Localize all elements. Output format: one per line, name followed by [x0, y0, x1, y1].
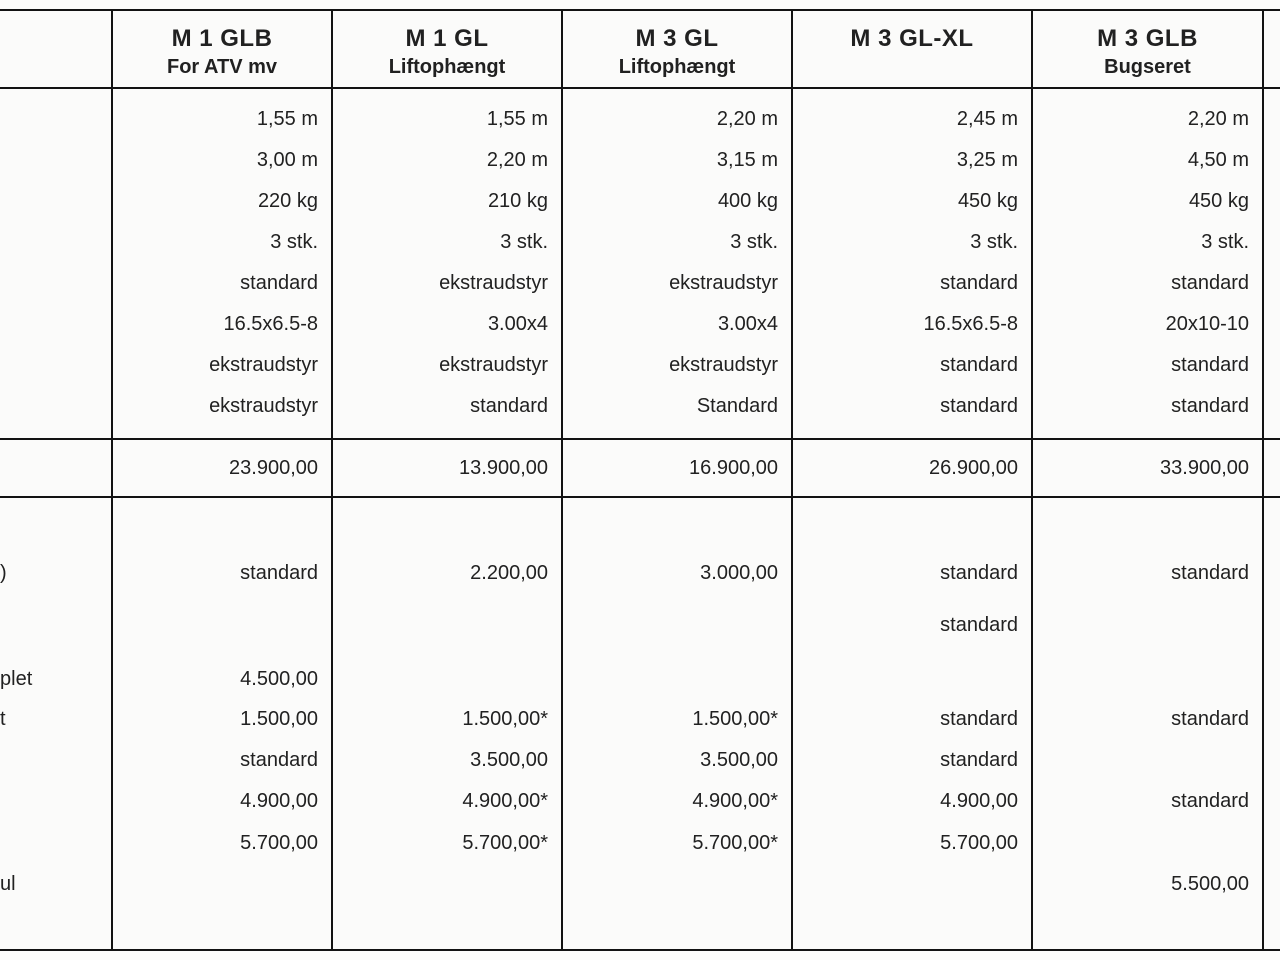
spec-cell: standard — [1171, 354, 1249, 376]
column-header-m1gl — [332, 12, 562, 88]
option-cell: 4.500,00 — [240, 668, 318, 690]
column-title: M 3 GLB — [1097, 25, 1198, 52]
spec-cell: ekstraudstyr — [439, 272, 548, 294]
spec-cell: 3 stk. — [270, 231, 318, 253]
price-cell: 13.900,00 — [459, 457, 548, 479]
option-cell: standard — [940, 562, 1018, 584]
spec-cell: ekstraudstyr — [669, 272, 778, 294]
column-subtitle: For ATV mv — [166, 56, 277, 78]
grid-vline — [1031, 9, 1033, 951]
spec-cell: 220 kg — [257, 190, 318, 212]
option-cell: 5.700,00 — [940, 832, 1018, 854]
column-subtitle: Liftophængt — [618, 56, 736, 78]
column-header-m3gl — [562, 12, 792, 88]
spec-cell: standard — [470, 395, 548, 417]
option-cell: 4.900,00* — [462, 790, 548, 812]
grid-vline — [561, 9, 563, 951]
grid-hline — [0, 496, 1280, 498]
spec-cell: 3,25 m — [956, 149, 1018, 171]
column-header-m3glxl — [792, 12, 1032, 88]
spec-cell: 450 kg — [1188, 190, 1249, 212]
option-cell: 5.700,00* — [462, 832, 548, 854]
spec-cell: 2,45 m — [956, 108, 1018, 130]
option-cell: 5.700,00* — [692, 832, 778, 854]
option-cell: 4.900,00* — [692, 790, 778, 812]
spec-cell: 1,55 m — [256, 108, 318, 130]
spec-cell: 2,20 m — [1187, 108, 1249, 130]
spec-cell: 3.00x4 — [487, 313, 548, 335]
spec-cell: 3,15 m — [716, 149, 778, 171]
grid-vline — [791, 9, 793, 951]
spec-cell: Standard — [696, 395, 778, 417]
spec-cell: standard — [940, 354, 1018, 376]
grid-hline — [0, 87, 1280, 89]
option-cell: 5.500,00 — [1171, 873, 1249, 895]
row-label-fragment: ) — [0, 562, 7, 584]
spec-cell: ekstraudstyr — [669, 354, 778, 376]
row-label-fragment: t — [0, 708, 6, 730]
spec-cell: 2,20 m — [716, 108, 778, 130]
option-cell: 1.500,00* — [462, 708, 548, 730]
column-subtitle: Bugseret — [1104, 56, 1191, 78]
spec-cell: standard — [240, 272, 318, 294]
spec-cell: 16.5x6.5-8 — [223, 313, 318, 335]
column-title: M 3 GL — [635, 25, 719, 52]
column-subtitle: Liftophængt — [388, 56, 506, 78]
spec-cell: ekstraudstyr — [439, 354, 548, 376]
spec-cell: 3 stk. — [730, 231, 778, 253]
spec-cell: ekstraudstyr — [209, 395, 318, 417]
spec-cell: 3 stk. — [970, 231, 1018, 253]
spec-cell: 2,20 m — [486, 149, 548, 171]
spec-cell: 16.5x6.5-8 — [923, 313, 1018, 335]
spec-cell: 400 kg — [717, 190, 778, 212]
grid-vline — [111, 9, 113, 951]
spec-cell: standard — [1171, 395, 1249, 417]
price-cell: 23.900,00 — [229, 457, 318, 479]
spec-cell: 1,55 m — [486, 108, 548, 130]
spec-cell: 3 stk. — [1201, 231, 1249, 253]
grid-vline — [1262, 9, 1264, 951]
option-cell: 3.500,00 — [470, 749, 548, 771]
spec-cell: 4,50 m — [1187, 149, 1249, 171]
option-cell: standard — [240, 562, 318, 584]
grid-hline — [0, 949, 1280, 951]
grid-hline — [0, 9, 1280, 11]
option-cell: 3.000,00 — [700, 562, 778, 584]
spec-cell: 450 kg — [957, 190, 1018, 212]
option-cell: 3.500,00 — [700, 749, 778, 771]
row-label-fragment: ul — [0, 873, 16, 895]
spec-cell: 3.00x4 — [717, 313, 778, 335]
option-cell: standard — [1171, 708, 1249, 730]
spec-cell: standard — [940, 395, 1018, 417]
spec-cell: 3,00 m — [256, 149, 318, 171]
option-cell: 5.700,00 — [240, 832, 318, 854]
option-cell: standard — [940, 614, 1018, 636]
option-cell: 2.200,00 — [470, 562, 548, 584]
option-cell: 1.500,00* — [692, 708, 778, 730]
price-cell: 16.900,00 — [689, 457, 778, 479]
option-cell: 1.500,00 — [240, 708, 318, 730]
column-title: M 3 GL-XL — [850, 25, 974, 52]
grid-hline — [0, 438, 1280, 440]
column-header-m1glb — [112, 12, 332, 88]
option-cell: standard — [940, 708, 1018, 730]
option-cell: standard — [940, 749, 1018, 771]
column-title: M 1 GLB — [171, 25, 273, 52]
column-title: M 1 GL — [405, 25, 489, 52]
spec-cell: ekstraudstyr — [209, 354, 318, 376]
option-cell: 4.900,00 — [940, 790, 1018, 812]
spec-cell: standard — [1171, 272, 1249, 294]
column-header-m3glb — [1032, 12, 1263, 88]
option-cell: standard — [1171, 790, 1249, 812]
option-cell: standard — [1171, 562, 1249, 584]
option-cell: standard — [240, 749, 318, 771]
price-cell: 26.900,00 — [929, 457, 1018, 479]
spec-cell: 210 kg — [487, 190, 548, 212]
price-cell: 33.900,00 — [1160, 457, 1249, 479]
spec-cell: standard — [940, 272, 1018, 294]
spec-cell: 20x10-10 — [1165, 313, 1249, 335]
grid-vline — [331, 9, 333, 951]
spec-cell: 3 stk. — [500, 231, 548, 253]
row-label-fragment: plet — [0, 668, 33, 690]
option-cell: 4.900,00 — [240, 790, 318, 812]
